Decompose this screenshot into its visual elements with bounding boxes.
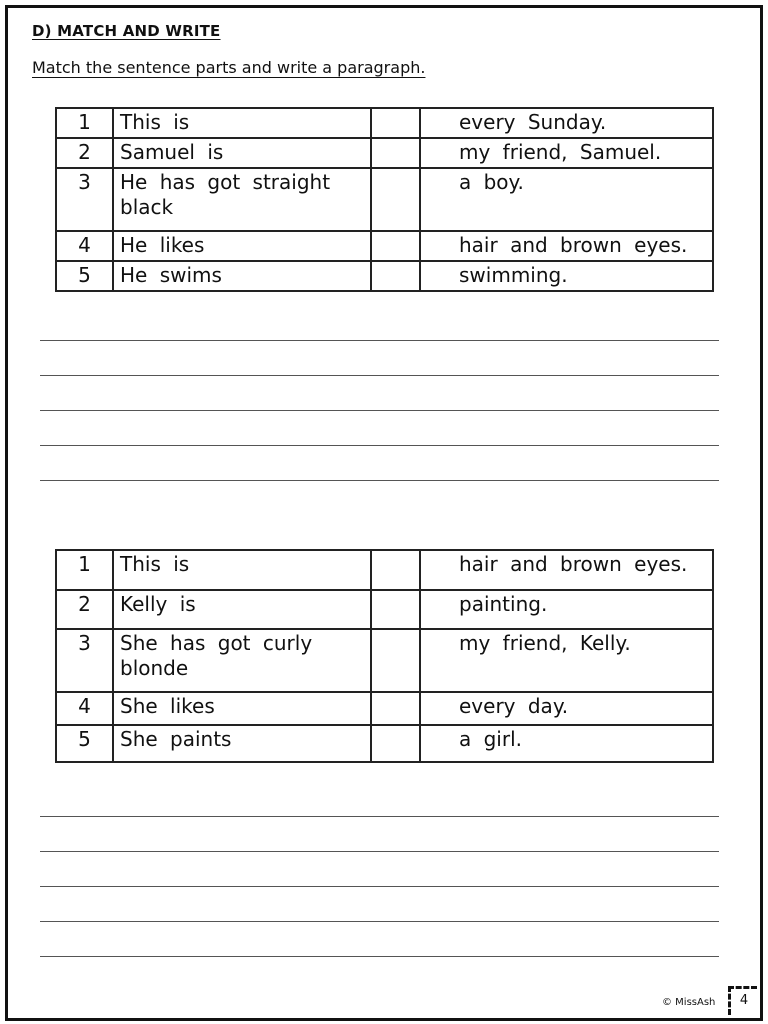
row-number: 5 bbox=[56, 725, 113, 762]
instruction-text: Match the sentence parts and write a paragraph. bbox=[32, 58, 426, 77]
table-row bbox=[56, 692, 713, 725]
row-number: 1 bbox=[56, 108, 113, 138]
row-number: 3 bbox=[56, 168, 113, 231]
writing-line[interactable] bbox=[40, 921, 719, 922]
writing-lines-1[interactable] bbox=[40, 340, 719, 515]
table-row bbox=[56, 590, 713, 629]
sentence-end: every Sunday. bbox=[420, 108, 713, 138]
sentence-start: He has got straight black bbox=[113, 168, 371, 231]
writing-line[interactable] bbox=[40, 340, 719, 341]
answer-box[interactable] bbox=[371, 108, 420, 138]
writing-line[interactable] bbox=[40, 851, 719, 852]
answer-box[interactable] bbox=[371, 168, 420, 231]
sentence-start: This is bbox=[113, 108, 371, 138]
writing-line[interactable] bbox=[40, 816, 719, 817]
sentence-end: swimming. bbox=[420, 261, 713, 291]
writing-line[interactable] bbox=[40, 410, 719, 411]
sentence-start: Samuel is bbox=[113, 138, 371, 168]
sentence-end: hair and brown eyes. bbox=[420, 231, 713, 261]
page-number: 4 bbox=[728, 986, 757, 1015]
writing-lines-2[interactable] bbox=[40, 816, 719, 991]
table-row bbox=[56, 550, 713, 590]
copyright-text: © MissAsh bbox=[662, 997, 716, 1008]
answer-box[interactable] bbox=[371, 692, 420, 725]
row-number: 2 bbox=[56, 590, 113, 629]
writing-line[interactable] bbox=[40, 886, 719, 887]
row-number: 4 bbox=[56, 231, 113, 261]
table-row bbox=[56, 725, 713, 762]
sentence-start: Kelly is bbox=[113, 590, 371, 629]
table-row bbox=[56, 231, 713, 261]
row-number: 5 bbox=[56, 261, 113, 291]
sentence-end: hair and brown eyes. bbox=[420, 550, 713, 590]
row-number: 2 bbox=[56, 138, 113, 168]
writing-line[interactable] bbox=[40, 375, 719, 376]
writing-line[interactable] bbox=[40, 480, 719, 481]
sentence-end: a boy. bbox=[420, 168, 713, 231]
answer-box[interactable] bbox=[371, 629, 420, 692]
sentence-end: my friend, Kelly. bbox=[420, 629, 713, 692]
table-row bbox=[56, 261, 713, 291]
answer-box[interactable] bbox=[371, 138, 420, 168]
sentence-start: She paints bbox=[113, 725, 371, 762]
sentence-start: He swims bbox=[113, 261, 371, 291]
sentence-start: She has got curly blonde bbox=[113, 629, 371, 692]
match-table-2 bbox=[55, 549, 714, 763]
table-row bbox=[56, 168, 713, 231]
row-number: 3 bbox=[56, 629, 113, 692]
table-row bbox=[56, 629, 713, 692]
writing-line[interactable] bbox=[40, 956, 719, 957]
section-heading: D) MATCH AND WRITE bbox=[32, 22, 221, 40]
writing-line[interactable] bbox=[40, 445, 719, 446]
row-number: 4 bbox=[56, 692, 113, 725]
answer-box[interactable] bbox=[371, 590, 420, 629]
answer-box[interactable] bbox=[371, 261, 420, 291]
answer-box[interactable] bbox=[371, 231, 420, 261]
row-number: 1 bbox=[56, 550, 113, 590]
answer-box[interactable] bbox=[371, 725, 420, 762]
sentence-end: every day. bbox=[420, 692, 713, 725]
sentence-start: She likes bbox=[113, 692, 371, 725]
answer-box[interactable] bbox=[371, 550, 420, 590]
sentence-end: a girl. bbox=[420, 725, 713, 762]
table-row bbox=[56, 138, 713, 168]
match-table-1 bbox=[55, 107, 714, 292]
sentence-start: This is bbox=[113, 550, 371, 590]
sentence-start: He likes bbox=[113, 231, 371, 261]
sentence-end: my friend, Samuel. bbox=[420, 138, 713, 168]
sentence-end: painting. bbox=[420, 590, 713, 629]
table-row bbox=[56, 108, 713, 138]
